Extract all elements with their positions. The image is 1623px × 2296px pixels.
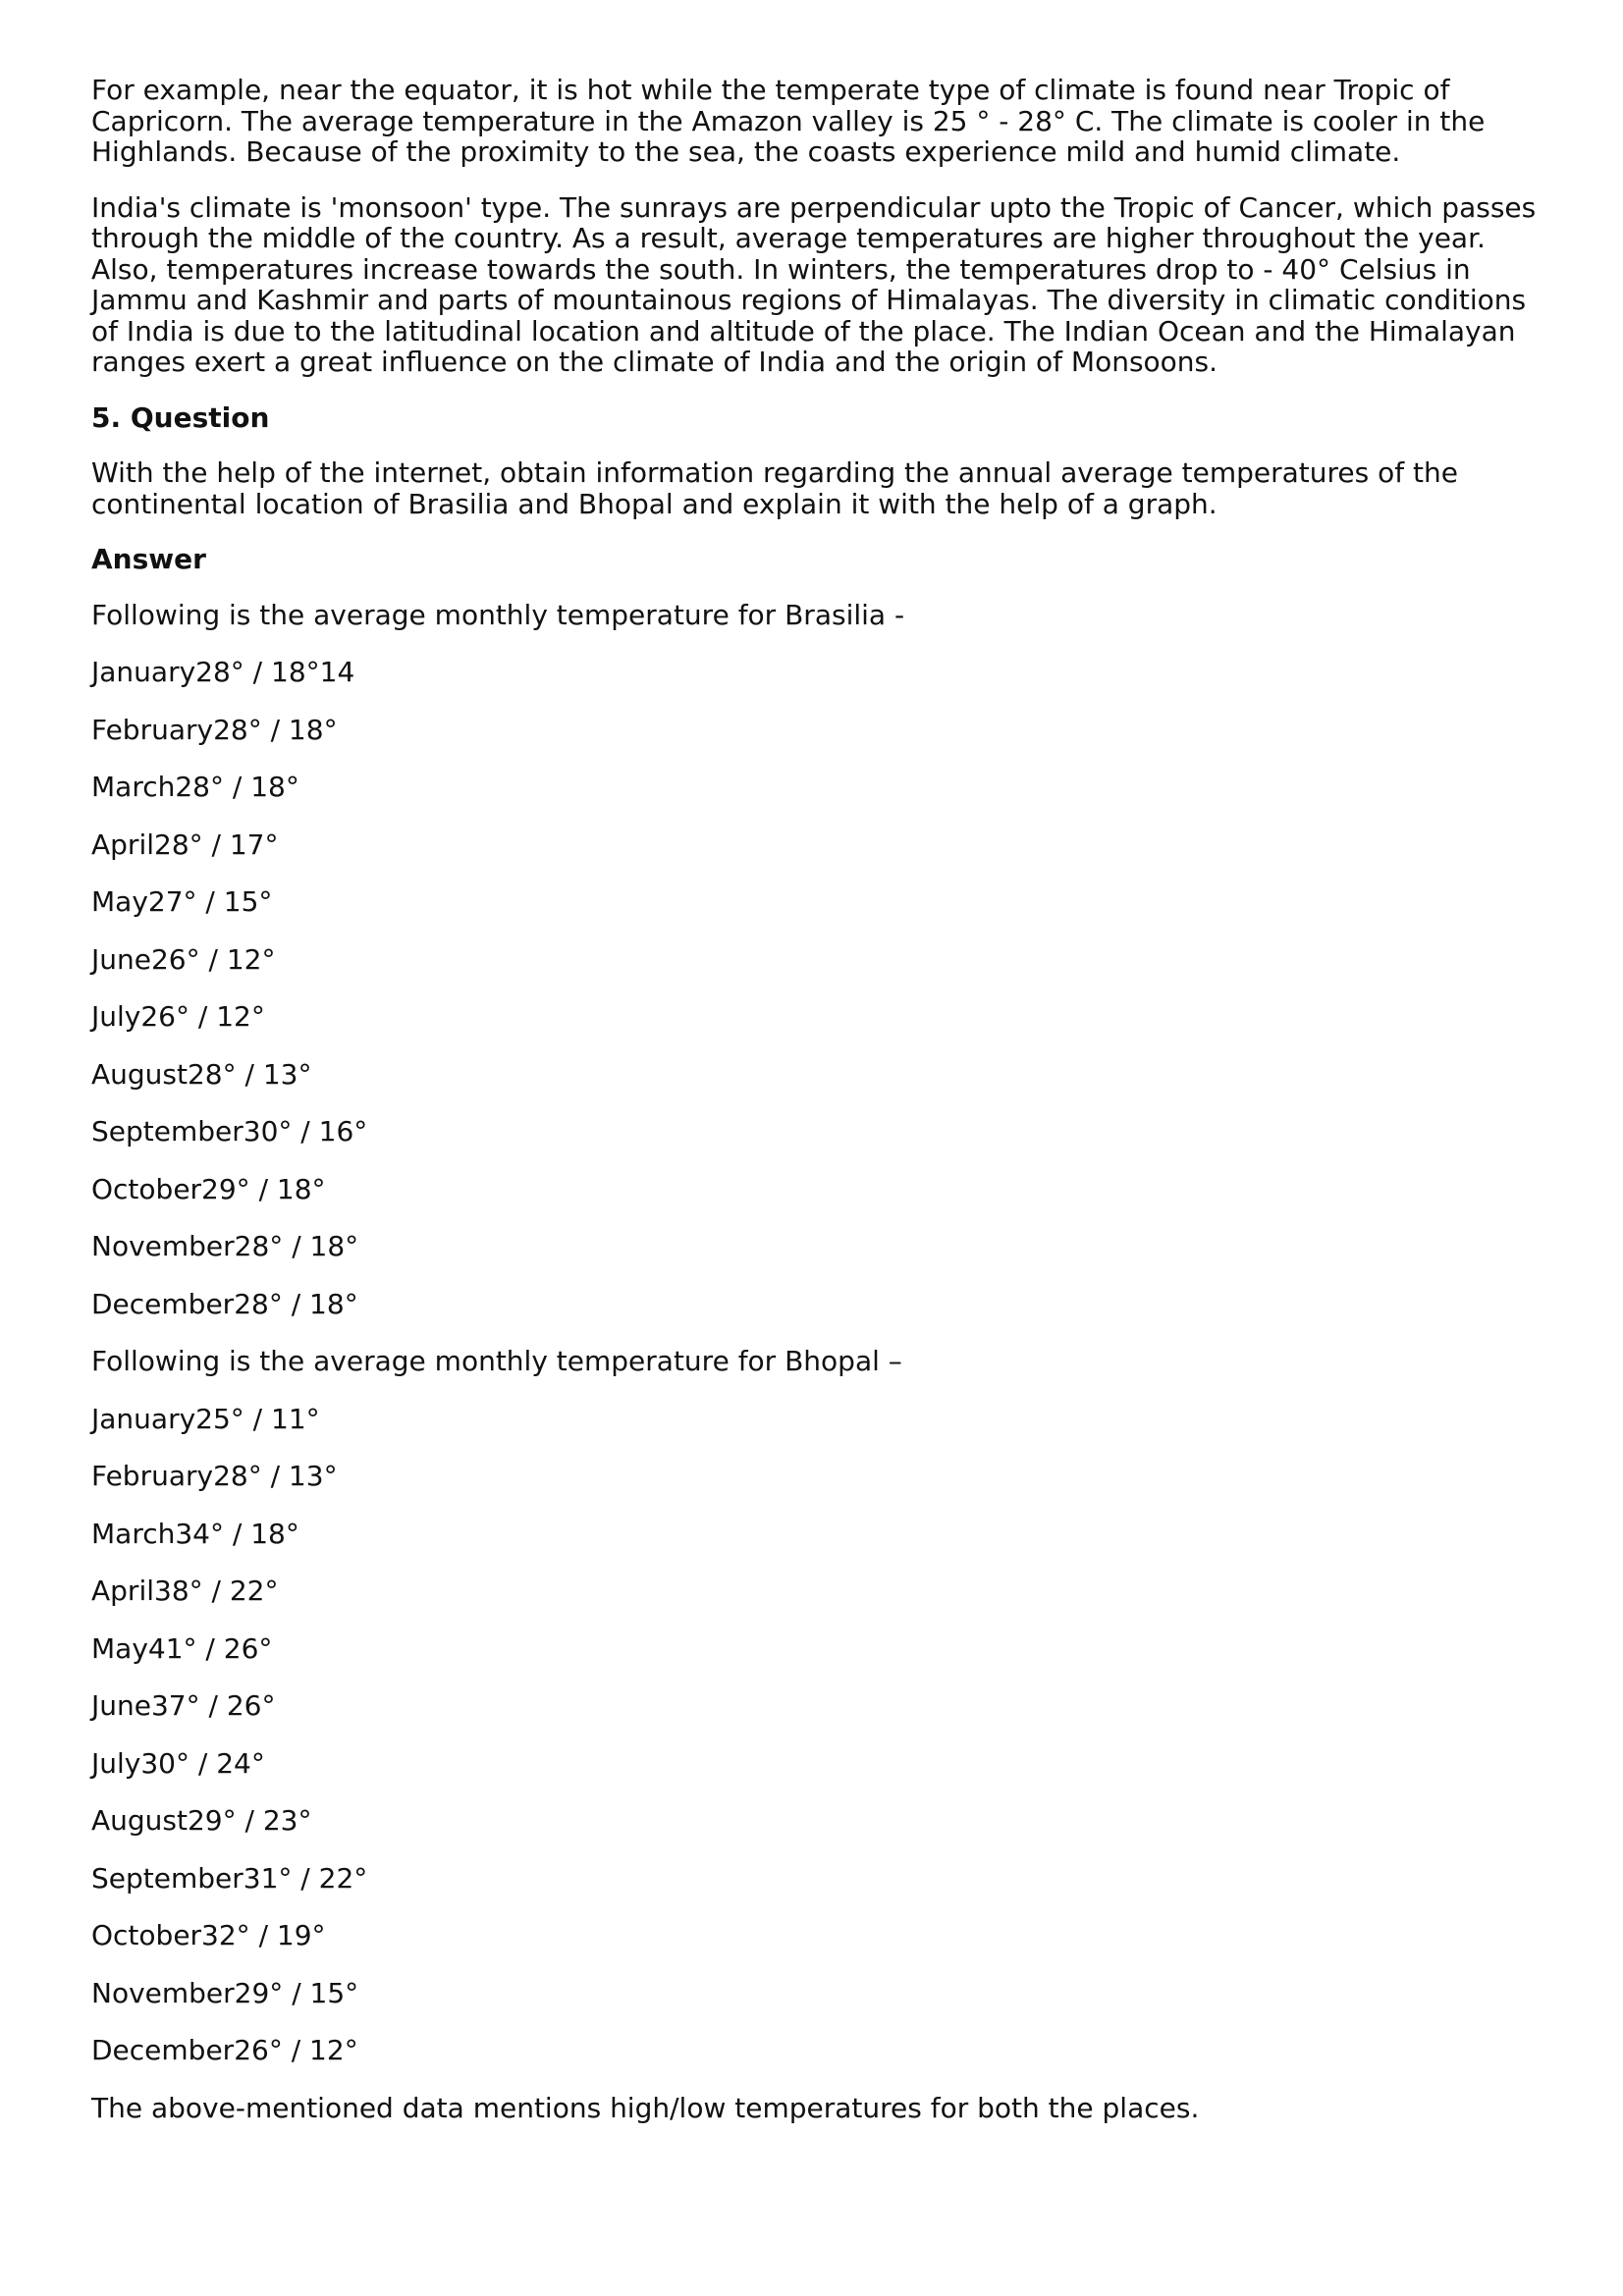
list-item: April38° / 22°: [91, 1575, 279, 1607]
brasilia-temperature-list: [91, 657, 1554, 1319]
intro-paragraph-1: For example, near the equator, it is hot while the temperate type of climate is found near Tropic of Capricorn. The average temperature in the Amazon valley is 25 ° - 28° C. The climate is cooler in the Highlands. Because of the proximity to the sea, the coasts experience mild and humid climate.: [91, 74, 1486, 168]
brasilia-intro: Following is the average monthly temperature for Brasilia -: [91, 598, 905, 631]
conclusion-text: The above-mentioned data mentions high/low temperatures for both the places.: [91, 2091, 1200, 2124]
list-item: March28° / 18°: [91, 771, 299, 803]
list-item: February28° / 13°: [91, 1460, 338, 1492]
list-item: December28° / 18°: [91, 1287, 358, 1320]
list-item: May41° / 26°: [91, 1631, 273, 1665]
list-item: June26° / 12°: [91, 942, 276, 976]
list-item: January25° / 11°: [91, 1402, 320, 1435]
document-page: [91, 75, 1554, 2150]
list-item: March34° / 18°: [91, 1517, 299, 1550]
list-item: May27° / 15°: [91, 885, 273, 918]
list-item: October29° / 18°: [91, 1172, 326, 1205]
list-item: November29° / 15°: [91, 1976, 359, 2009]
bhopal-intro: Following is the average monthly temperature for Bhopal –: [91, 1345, 902, 1377]
list-item: August29° / 23°: [91, 1804, 312, 1837]
list-item: April28° / 17°: [91, 828, 279, 861]
list-item: July30° / 24°: [91, 1746, 265, 1780]
list-item: July26° / 12°: [91, 1000, 265, 1033]
bhopal-temperature-list: [91, 1404, 1554, 2066]
list-item: January28° / 18°14: [91, 656, 355, 688]
list-item: November28° / 18°: [91, 1230, 359, 1262]
question-text: With the help of the internet, obtain information regarding the annual average temperatures of the continental location of Brasilia and Bhopal and explain it with the help of a graph.: [91, 456, 1458, 520]
list-item: September30° / 16°: [91, 1115, 368, 1148]
answer-heading: Answer: [91, 543, 206, 575]
list-item: June37° / 26°: [91, 1689, 276, 1722]
list-item: December26° / 12°: [91, 2034, 358, 2066]
intro-paragraph-2: India's climate is 'monsoon' type. The sunrays are perpendicular upto the Tropic of Cancer, which passes through the middle of the country. As a result, average temperatures are higher throughout the year. Also, temperatures increase towards the south. In winters, the temperatures drop to - 40° Celsius in Jammu and Kashmir and parts of mountainous regions of Himalayas. The diversity in climatic conditions of India is due to the latitudinal location and altitude of the place. The Indian Ocean and the Himalayan ranges exert a great influence on the climate of India and the origin of Monsoons.: [91, 190, 1537, 378]
list-item: August28° / 13°: [91, 1057, 312, 1091]
list-item: October32° / 19°: [91, 1919, 326, 1951]
list-item: February28° / 18°: [91, 713, 338, 746]
question-heading: 5. Question: [91, 400, 270, 434]
list-item: September31° / 22°: [91, 1861, 368, 1895]
